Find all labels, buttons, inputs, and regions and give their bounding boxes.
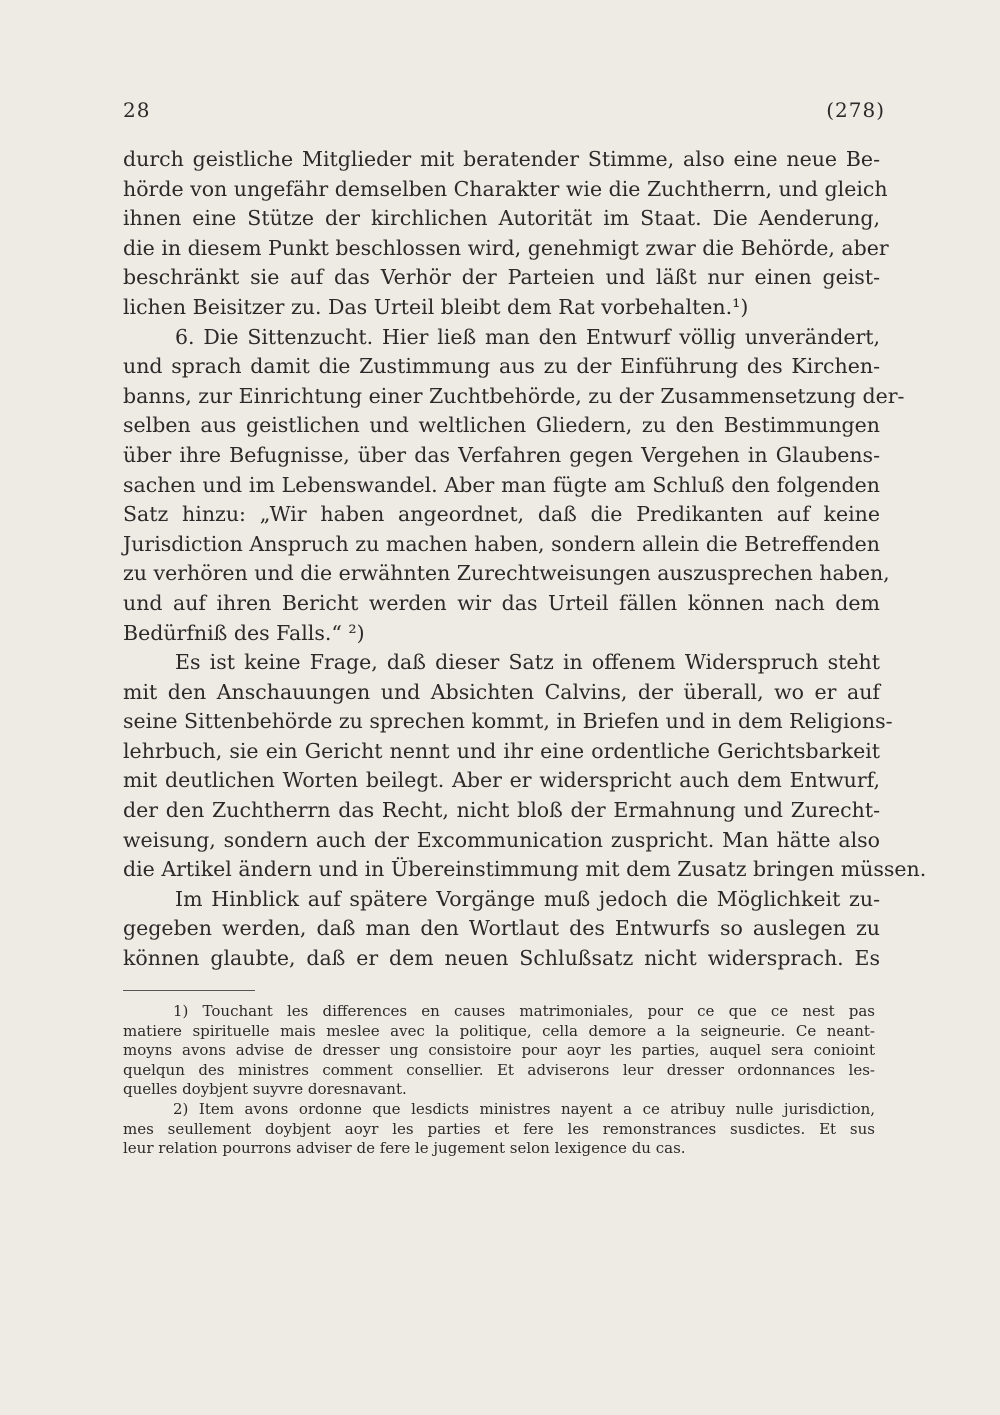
text-line: Satz hinzu: „Wir haben angeordnet, daß die Predikanten auf keine: [123, 502, 880, 527]
text-line: zu verhören und die erwähnten Zurechtweisungen auszusprechen haben,: [123, 561, 890, 586]
text-line: mit den Anschauungen und Absichten Calvins, der überall, wo er auf: [123, 679, 880, 704]
footnote-line: mes seullement doybjent aoyr les parties et fere les remonstrances susdictes. Et sus: [123, 1119, 875, 1138]
body-text: [123, 145, 927, 974]
text-line: der den Zuchtherrn das Recht, nicht bloß der Ermahnung und Zurecht-: [123, 798, 880, 823]
text-line: sachen und im Lebenswandel. Aber man fügte am Schluß den folgenden: [123, 472, 880, 497]
text-line: beschränkt sie auf das Verhör der Parteien und läßt nur einen geist-: [123, 265, 880, 290]
text-line: seine Sittenbehörde zu sprechen kommt, in Briefen und in dem Religions-: [123, 709, 893, 734]
text-line: selben aus geistlichen und weltlichen Gliedern, zu den Bestimmungen: [123, 413, 880, 438]
page-number: 28: [123, 98, 151, 122]
text-line: 6. Die Sittenzucht. Hier ließ man den Entwurf völlig unverändert,: [175, 324, 880, 349]
text-line: weisung, sondern auch der Excommunication zuspricht. Man hätte also: [123, 827, 880, 852]
text-line: lichen Beisitzer zu. Das Urteil bleibt dem Rat vorbehalten.¹): [123, 294, 749, 319]
footnote-line: quelqun des ministres comment consellier. Et adviserons leur dresser ordonnances les-: [123, 1060, 875, 1079]
text-line: Es ist keine Frage, daß dieser Satz in offenem Widerspruch steht: [175, 650, 880, 675]
text-line: und sprach damit die Zustimmung aus zu der Einführung des Kirchen-: [123, 354, 880, 379]
text-line: Jurisdiction Anspruch zu machen haben, sondern allein die Betreffenden: [123, 531, 880, 556]
text-line: die in diesem Punkt beschlossen wird, genehmigt zwar die Behörde, aber: [123, 235, 889, 260]
text-line: können glaubte, daß er dem neuen Schlußsatz nicht widersprach. Es: [123, 946, 880, 971]
text-line: und auf ihren Bericht werden wir das Urteil fällen können nach dem: [123, 590, 880, 615]
footnote-line: matiere spirituelle mais meslee avec la politique, cella demore a la seigneurie. Ce neant-: [123, 1021, 875, 1040]
footnotes: [123, 1002, 875, 1159]
text-line: gegeben werden, daß man den Wortlaut des Entwurfs so auslegen zu: [123, 916, 880, 941]
text-line: Bedürfniß des Falls.“ ²): [123, 620, 365, 645]
text-line: banns, zur Einrichtung einer Zuchtbehörde, zu der Zusammensetzung der-: [123, 383, 905, 408]
page-header: [123, 98, 885, 122]
footnote-divider: [123, 990, 255, 991]
text-line: mit deutlichen Worten beilegt. Aber er widerspricht auch dem Entwurf,: [123, 768, 880, 793]
section-number: (278): [826, 98, 885, 122]
text-line: ihnen eine Stütze der kirchlichen Autorität im Staat. Die Aenderung,: [123, 206, 880, 231]
footnote-line: quelles doybjent suyvre doresnavant.: [123, 1080, 407, 1099]
footnote-line: moyns avons advise de dresser ung consistoire pour aoyr les parties, auquel sera conioint: [123, 1041, 875, 1060]
text-line: die Artikel ändern und in Übereinstimmung mit dem Zusatz bringen müssen.: [123, 857, 927, 882]
text-line: durch geistliche Mitglieder mit beratender Stimme, also eine neue Be-: [123, 147, 880, 171]
text-line: über ihre Befugnisse, über das Verfahren gegen Vergehen in Glaubens-: [123, 442, 880, 467]
text-line: lehrbuch, sie ein Gericht nennt und ihr eine ordentliche Gerichtsbarkeit: [123, 738, 880, 763]
text-line: hörde von ungefähr demselben Charakter wie die Zuchtherrn, und gleich: [123, 176, 888, 201]
footnote-line: leur relation pourrons adviser de fere le jugement selon lexigence du cas.: [123, 1139, 686, 1158]
footnote-line: 2) Item avons ordonne que lesdicts ministres nayent a ce atribuy nulle jurisdiction,: [173, 1099, 875, 1118]
footnote-line: 1) Touchant les differences en causes matrimoniales, pour ce que ce nest pas: [173, 1002, 875, 1020]
text-line: Im Hinblick auf spätere Vorgänge muß jedoch die Möglichkeit zu-: [175, 886, 880, 911]
